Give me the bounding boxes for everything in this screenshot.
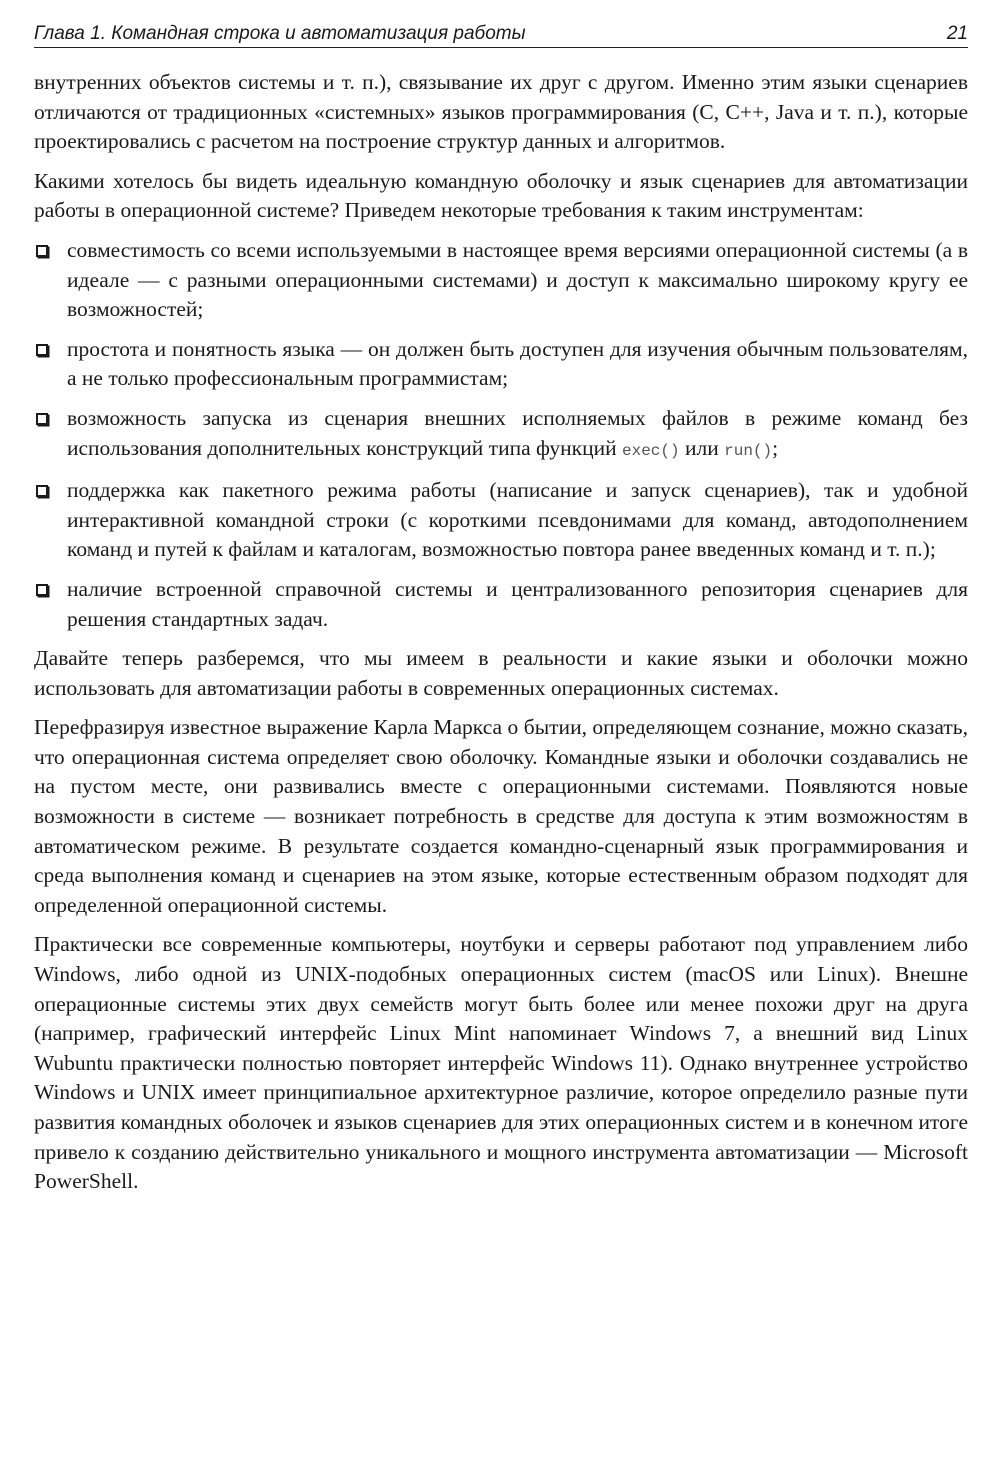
paragraph-3: Давайте теперь разберемся, что мы имеем в реальности и какие языки и оболочки можно использовать для автоматизации работы в современных операционных системах. bbox=[34, 646, 968, 700]
list-item-text: возможность запуска из сценария внешних исполняемых файлов в режиме команд без использования дополнительных конструкций типа функций bbox=[67, 405, 968, 460]
list-item bbox=[34, 575, 968, 634]
checkbox-bullet-icon bbox=[36, 344, 48, 356]
checkbox-bullet-icon bbox=[36, 485, 48, 497]
list-item bbox=[34, 476, 968, 565]
list-item-text: простота и понятность языка — он должен быть доступен для изучения обычным пользователям, а не только профессиональным программистам; bbox=[67, 336, 968, 391]
list-item-text: поддержка как пакетного режима работы (написание и запуск сценариев), так и удобной интерактивной командной строки (с короткими псевдонимами для команд, автодополнением команд и путей к файлам и каталогам, возможностью повтора ранее введенных команд и т. п.); bbox=[67, 478, 968, 562]
code-exec: exec() bbox=[622, 441, 680, 460]
code-run: run() bbox=[724, 441, 773, 460]
paragraph-5: Практически все современные компьютеры, ноутбуки и серверы работают под управлением либо Windows, либо одной из UNIX-подобных операционных систем (macOS или Linux). Внешне операционные системы этих двух семейств могут быть более или менее похожи друг на друга (например, графический интерфейс Linux Mint напоминает Windows 7, а внешний вид Linux Wubuntu практически полностью повторяет интерфейс Windows 11). Однако внутреннее устройство Windows и UNIX имеет принципиальное архитектурное различие, которое определило разные пути развития командных оболочек и языков сценариев для этих операционных систем и в конечном итоге привело к созданию действительно уникального и мощного инструмента автоматизации — Microsoft PowerShell. bbox=[34, 932, 968, 1194]
checkbox-bullet-icon bbox=[36, 584, 48, 596]
chapter-title: Глава 1. Командная строка и автоматизация работы bbox=[34, 23, 526, 44]
list-item bbox=[34, 404, 968, 466]
running-header bbox=[34, 22, 968, 48]
paragraph-2: Какими хотелось бы видеть идеальную командную оболочку и язык сценариев для автоматизации работы в операционной системе? Приведем некоторые требования к таким инструментам: bbox=[34, 168, 968, 223]
checkbox-bullet-icon bbox=[36, 413, 48, 425]
page-number: 21 bbox=[946, 23, 968, 44]
page-body bbox=[34, 68, 968, 1197]
list-item bbox=[34, 335, 968, 394]
checkbox-bullet-icon bbox=[36, 245, 48, 257]
paragraph-1: внутренних объектов системы и т. п.), связывание их друг с другом. Именно этим языки сценариев отличаются от традиционных «системных» языков программирования (C, C++, Java и т. п.), которые проектировались с расчетом на построение структур данных и алгоритмов. bbox=[34, 70, 968, 154]
list-item-text: наличие встроенной справочной системы и централизованного репозитория сценариев для решения стандартных задач. bbox=[67, 576, 968, 631]
list-item-text: совместимость со всеми используемыми в настоящее время версиями операционной системы (а в идеале — с разными операционными системами) и доступ к максимально широкому кругу ее возможностей; bbox=[67, 237, 968, 322]
list-item bbox=[34, 236, 968, 325]
paragraph-4: Перефразируя известное выражение Карла Маркса о бытии, определяющем сознание, можно сказать, что операционная система определяет свою оболочку. Командные языки и оболочки создавались не на пустом месте, они развивались вместе с операционными системами. Появляются новые возможности в системе — возникает потребность в средстве для доступа к этим возможностям в автоматическом режиме. В результате создается командно-сценарный язык программирования и среда выполнения команд и сценариев на этом языке, которые естественным образом подходят для определенной операционной системы. bbox=[34, 715, 968, 917]
requirements-list bbox=[34, 236, 968, 634]
list-item-text: ; bbox=[772, 435, 779, 460]
list-item-text: или bbox=[684, 435, 719, 460]
book-page bbox=[34, 22, 968, 1197]
